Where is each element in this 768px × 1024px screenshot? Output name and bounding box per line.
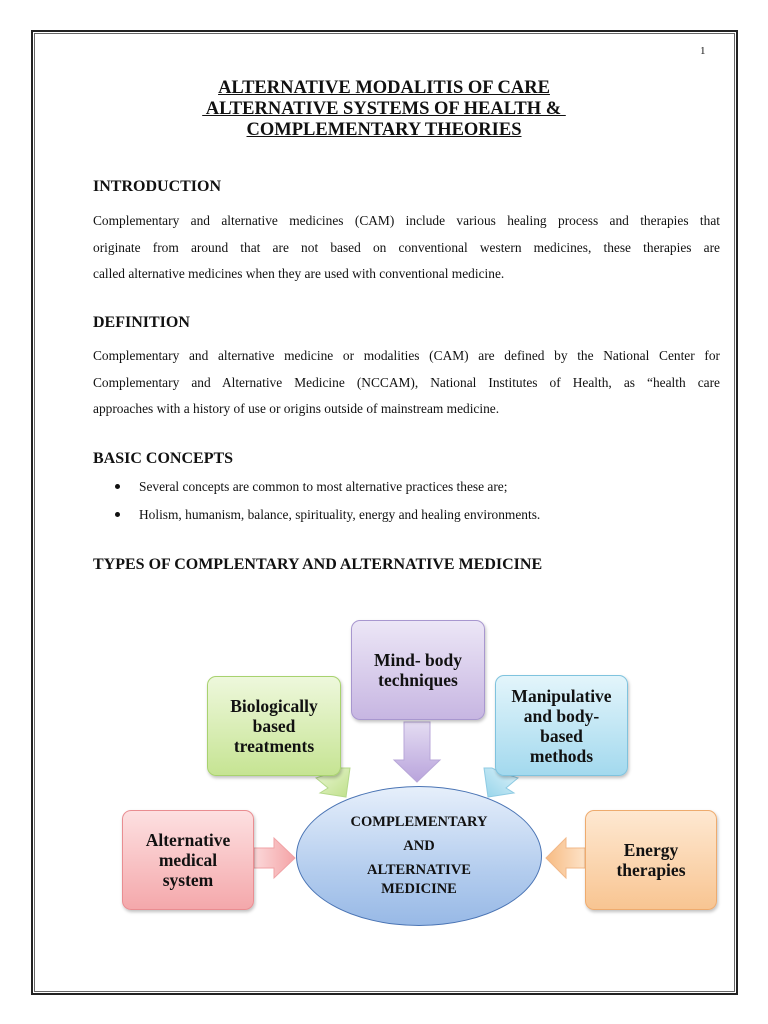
alternative-system-box (122, 810, 254, 910)
mind-body-line: techniques (378, 670, 458, 690)
bullet-text: Several concepts are common to most alternative practices these are; (139, 479, 508, 494)
bullet-text: Holism, humanism, balance, spirituality, energy and healing environments. (139, 507, 541, 522)
biological-line: based (252, 716, 296, 736)
definition-line: approaches with a history of use or origins outside of mainstream medicine. (93, 401, 500, 416)
introduction-heading: INTRODUCTION (93, 178, 222, 195)
manipulative-box (495, 675, 628, 776)
biological-line: Biologically (230, 696, 318, 716)
title-line-3: COMPLEMENTARY THEORIES (246, 120, 522, 140)
definition-line: Complementary and Alternative Medicine (NCCAM), National Institutes of Health, as “health care (93, 374, 720, 390)
alternative-line: Alternative (145, 830, 231, 850)
definition-heading: DEFINITION (93, 314, 190, 331)
title-line-1: ALTERNATIVE MODALITIS OF CARE (218, 78, 550, 98)
introduction-line: called alternative medicines when they are used with conventional medicine. (93, 266, 505, 281)
arrow-mind-body (394, 722, 440, 782)
arrow-alternative (254, 838, 295, 878)
manipulative-line: Manipulative (511, 685, 612, 706)
page-number: 1 (700, 45, 706, 57)
basic-concepts-heading: BASIC CONCEPTS (93, 450, 234, 467)
manipulative-line: and body- (523, 705, 600, 726)
introduction-line: originate from around that are not based on conventional western medicines, these therapies are (93, 239, 720, 255)
energy-line: therapies (616, 860, 686, 880)
center-line: ALTERNATIVE (367, 862, 471, 878)
manipulative-line: based (540, 725, 583, 746)
introduction-line: Complementary and alternative medicines (CAM) include various healing process and therapies that (93, 213, 720, 228)
center-line: MEDICINE (381, 881, 457, 897)
energy-line: Energy (623, 840, 679, 860)
energy-therapies-box (585, 810, 717, 910)
alternative-line: medical (158, 850, 218, 870)
mind-body-box (351, 620, 485, 720)
title-line-2: ALTERNATIVE SYSTEMS OF HEALTH & (202, 99, 566, 119)
biological-box (207, 676, 341, 776)
mind-body-line: Mind- body (373, 650, 462, 670)
definition-line: Complementary and alternative medicine or modalities (CAM) are defined by the National Center for (93, 348, 720, 363)
manipulative-line: methods (529, 745, 594, 766)
alternative-line: system (162, 870, 214, 890)
types-heading: TYPES OF COMPLENTARY AND ALTERNATIVE MEDICINE (93, 556, 543, 573)
center-line: AND (403, 838, 435, 854)
center-oval (296, 786, 542, 926)
biological-line: treatments (233, 736, 315, 756)
arrow-energy (546, 838, 585, 878)
center-line: COMPLEMENTARY (350, 814, 488, 830)
